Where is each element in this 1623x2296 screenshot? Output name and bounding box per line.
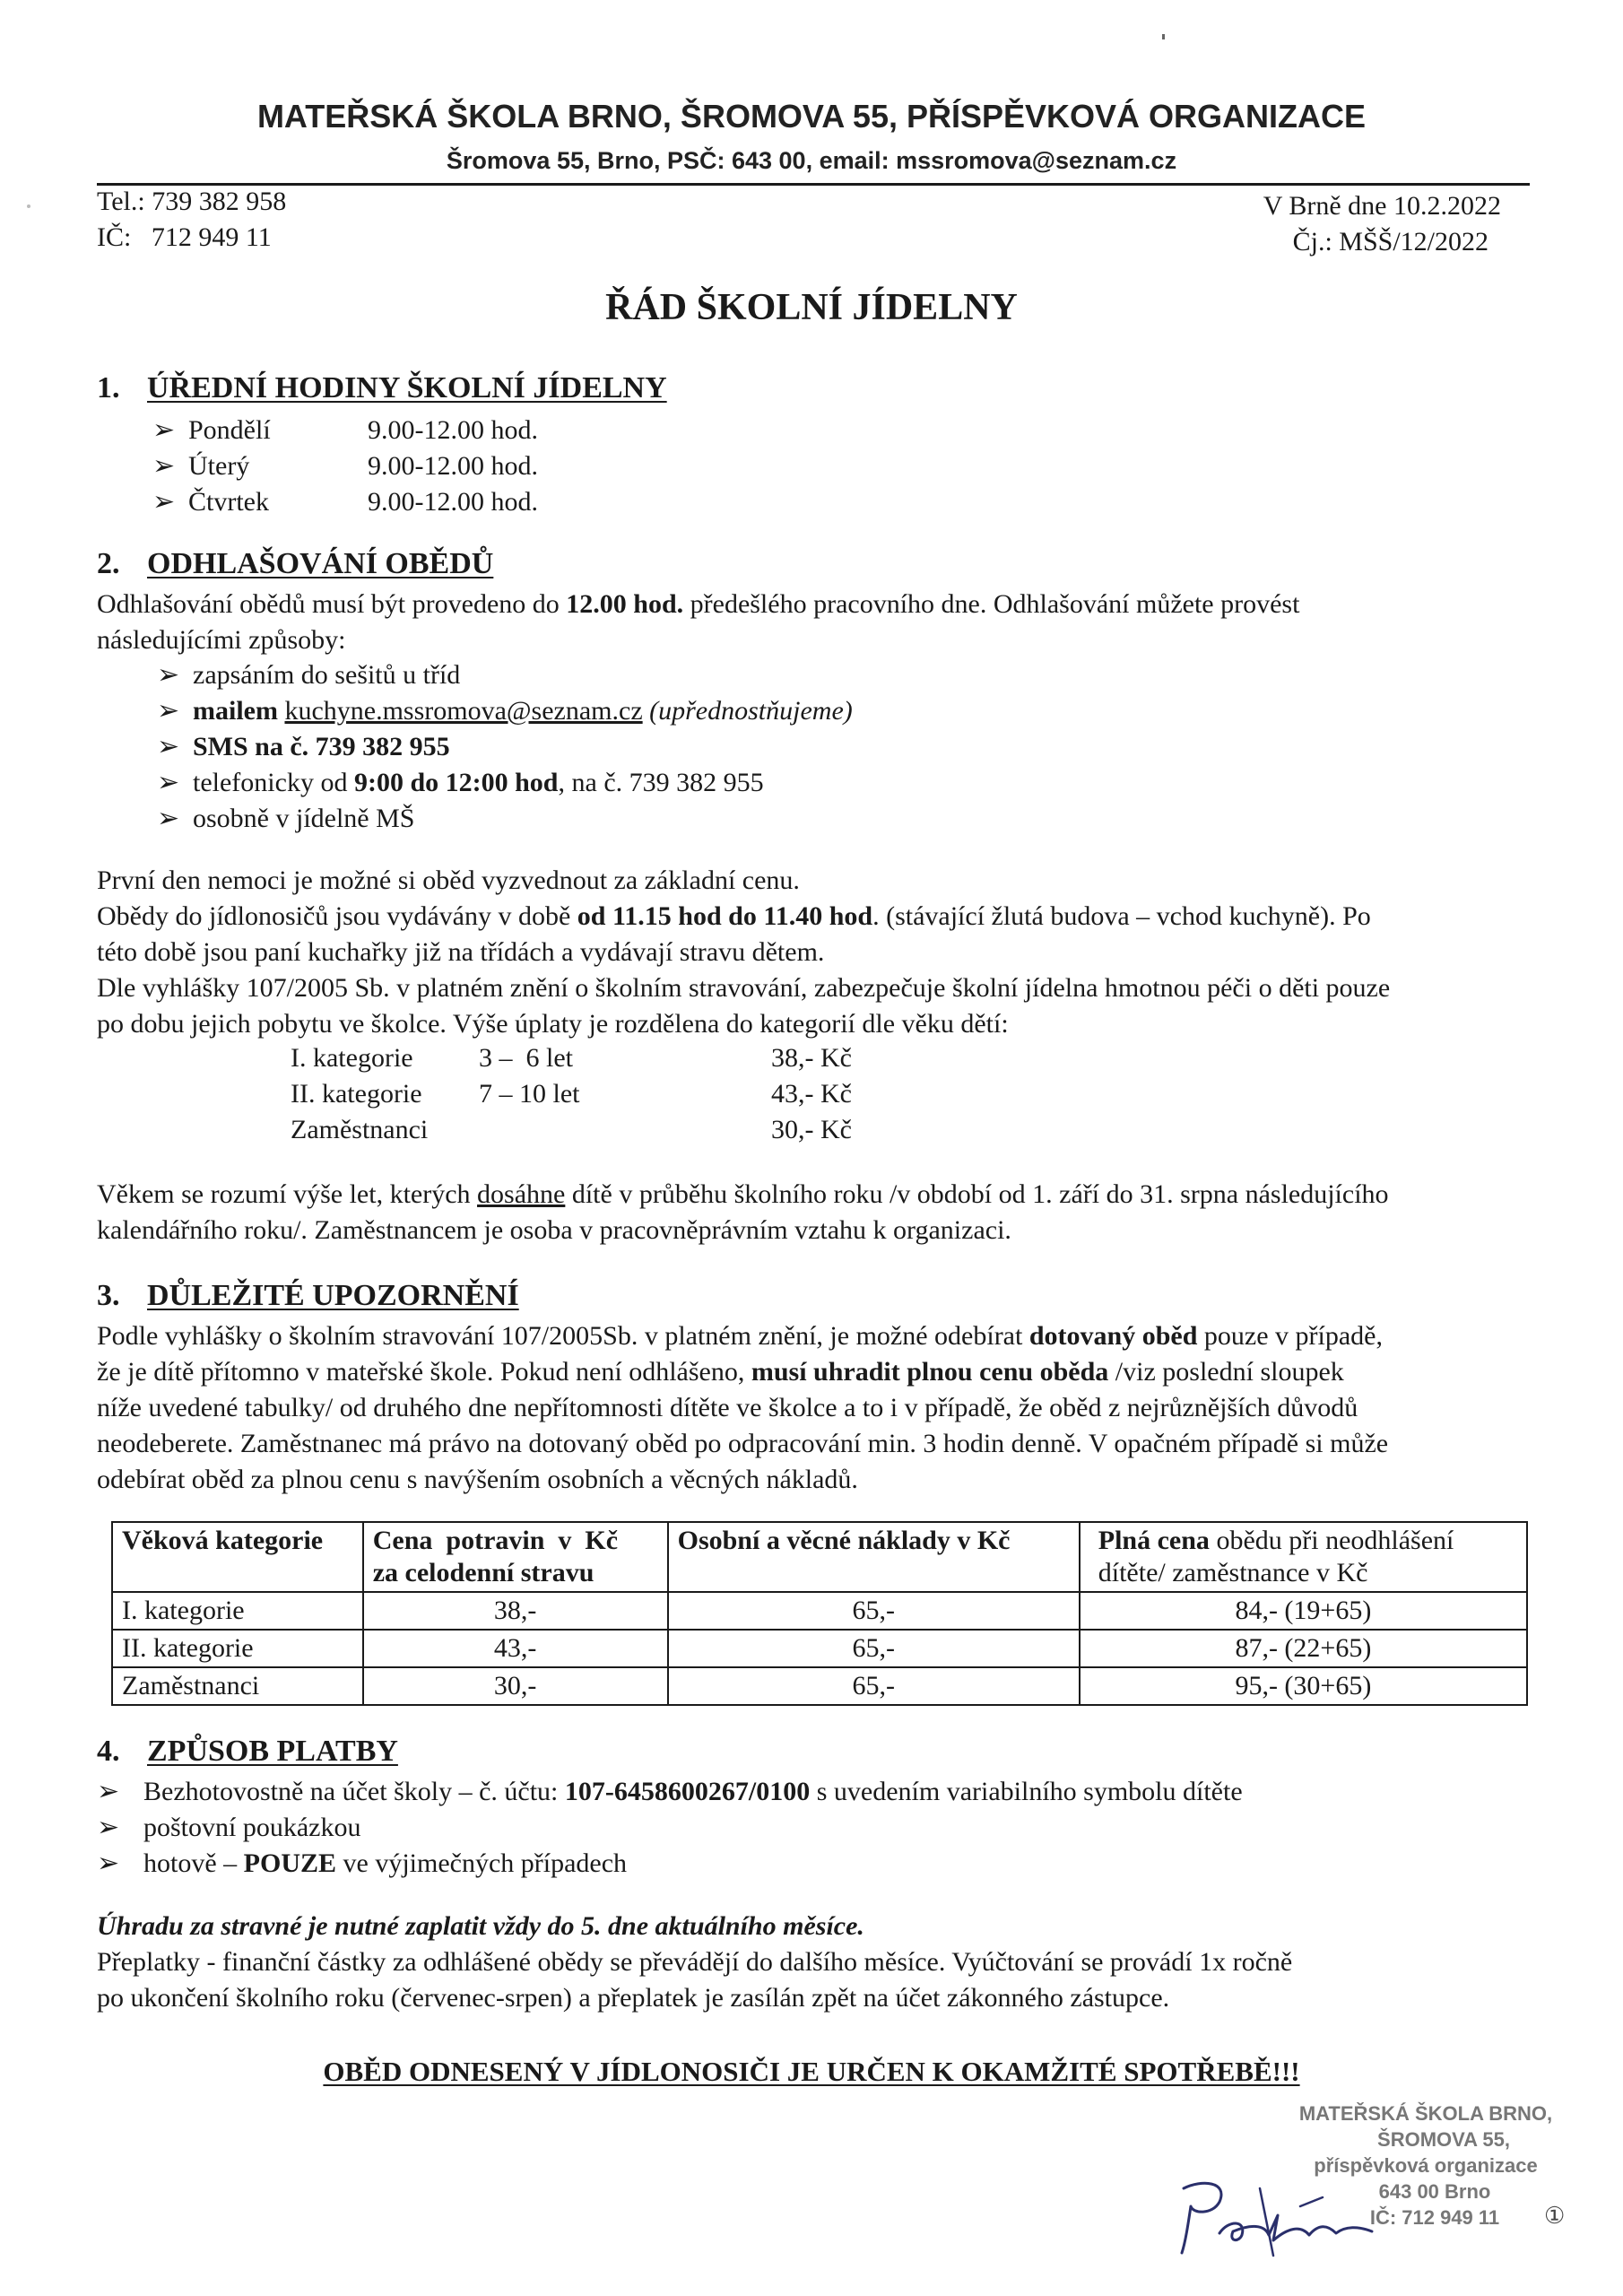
bullet-arrow-icon: ➢ (157, 804, 180, 833)
header-date: V Brně dne 10.2.2022 (1263, 191, 1501, 221)
section4-number: 4. (97, 1735, 120, 1768)
paragraph: Přeplatky - finanční částky za odhlášené obědy se převádějí do dalšího měsíce. Vyúčtování se provádí 1x ročně (97, 1947, 1293, 1977)
warning-notice: OBĚD ODNESENÝ V JÍDLONOSIČI JE URČEN K OKAMŽITÉ SPOTŘEBĚ!!! (323, 2056, 1300, 2087)
hours-time: 9.00-12.00 hod. (368, 415, 538, 445)
table-cell: 38,- (363, 1592, 668, 1630)
paragraph: že je dítě přítomno v mateřské škole. Pokud není odhlášeno, musí uhradit plnou cenu oběda /viz poslední sloupek (97, 1357, 1344, 1387)
paragraph: Dle vyhlášky 107/2005 Sb. v platném znění o školním stravování, zabezpečuje školní jídelna hmotnou péči o děti pouze (97, 973, 1391, 1003)
section2-number: 2. (97, 547, 120, 580)
paragraph: kalendářního roku/. Zaměstnancem je osoba v pracovněprávním vztahu k organizaci. (97, 1215, 1011, 1245)
hours-day: Čtvrtek (188, 487, 269, 517)
bullet-arrow-icon: ➢ (152, 487, 176, 517)
table-cell: I. kategorie (112, 1592, 363, 1630)
list-item: ➢ poštovní poukázkou (97, 1810, 1532, 1846)
bullet-arrow-icon: ➢ (97, 1777, 120, 1806)
hours-day: Úterý (188, 451, 250, 481)
header-tel: Tel.: 739 382 958 (97, 187, 287, 216)
email-link[interactable]: kuchyne.mssromova@seznam.cz (284, 696, 643, 726)
header-ic: IČ: 712 949 11 (97, 222, 272, 252)
paragraph: Obědy do jídlonosičů jsou vydávány v době od 11.15 hod do 11.40 hod. (stávající žlutá budova – vchod kuchyně). Po (97, 901, 1371, 931)
list-item: ➢ telefonicky od 9:00 do 12:00 hod, na č. 739 382 955 (157, 765, 1412, 801)
category-row: I. kategorie 3 – 6 let 38,- Kč (291, 1043, 852, 1073)
section4-body (97, 1909, 1532, 2016)
header-rule (97, 183, 1530, 186)
bullet-arrow-icon: ➢ (152, 415, 176, 445)
paragraph: První den nemoci je možné si oběd vyzvednout za základní cenu. (97, 865, 800, 895)
bullet-arrow-icon: ➢ (157, 732, 180, 761)
table-cell: 43,- (363, 1630, 668, 1667)
intro-line: následujícími způsoby: (97, 625, 346, 655)
paragraph: této době jsou paní kuchařky již na třídách a vydávají stravu dětem. (97, 937, 825, 967)
bullet-arrow-icon: ➢ (157, 768, 180, 797)
signature-image (1166, 2170, 1399, 2260)
bullet-arrow-icon: ➢ (157, 660, 180, 690)
table-cell: 65,- (668, 1667, 1080, 1705)
section3-number: 3. (97, 1279, 120, 1312)
hours-time: 9.00-12.00 hod. (368, 451, 538, 481)
section4-title: ZPŮSOB PLATBY (147, 1735, 398, 1768)
scan-dot (1162, 34, 1165, 39)
table-cell: 87,- (22+65) (1080, 1630, 1527, 1667)
scan-dot (27, 204, 30, 208)
paragraph: po dobu jejich pobytu ve školce. Výše úplaty je rozdělena do kategorií dle věku dětí: (97, 1009, 1009, 1039)
list-item: ➢ mailem kuchyne.mssromova@seznam.cz (upřednostňujeme) (157, 693, 1412, 729)
page-mark: ① (1544, 2203, 1566, 2229)
section2-age-note (97, 1177, 1532, 1248)
section2-title: ODHLAŠOVÁNÍ OBĚDŮ (147, 547, 494, 580)
list-item: ➢ SMS na č. 739 382 955 (157, 729, 1412, 765)
table-cell: 84,- (19+65) (1080, 1592, 1527, 1630)
hours-time: 9.00-12.00 hod. (368, 487, 538, 517)
list-item: ➢ Bezhotovostně na účet školy – č. účtu: 107-6458600267/0100 s uvedením variabilního symbolu dítěte (97, 1774, 1532, 1810)
table-header-cell: Osobní a věcné náklady v Kč (668, 1522, 1080, 1592)
section4-heading (97, 1733, 398, 1770)
school-stamp: MATEŘSKÁ ŠKOLA BRNO, ŠROMOVA 55, příspěvková organizace 643 00 Brno IČ: 712 949 11 (1298, 2102, 1553, 2229)
category-row: II. kategorie 7 – 10 let 43,- Kč (291, 1079, 852, 1109)
section1-heading (97, 370, 667, 407)
table-cell: 30,- (363, 1667, 668, 1705)
category-list (291, 1040, 1098, 1148)
paragraph: Podle vyhlášky o školním stravování 107/2005Sb. v platném znění, je možné odebírat dotovaný oběd pouze v případě, (97, 1321, 1383, 1351)
paragraph: neodeberete. Zaměstnanec má právo na dotovaný oběd po odpracování min. 3 hodin denně. V opačném případě si může (97, 1429, 1389, 1458)
table-header-cell: Cena potravin v Kč za celodenní stravu (363, 1522, 668, 1592)
payment-methods-list (97, 1774, 1532, 1882)
section2-body (97, 863, 1532, 1042)
table-cell: II. kategorie (112, 1630, 363, 1667)
table-header-cell: Plná cena obědu při neodhlášení dítěte/ zaměstnance v Kč (1080, 1522, 1527, 1592)
hours-row (152, 448, 690, 484)
hours-row (152, 484, 690, 520)
paragraph: po ukončení školního roku (červenec-srpen) a přeplatek je zasílán zpět na účet zákonného zástupce. (97, 1983, 1170, 2013)
section3-title: DŮLEŽITÉ UPOZORNĚNÍ (147, 1279, 519, 1312)
section1-title: ÚŘEDNÍ HODINY ŠKOLNÍ JÍDELNY (147, 371, 667, 404)
section3-heading (97, 1277, 519, 1315)
org-name: MATEŘSKÁ ŠKOLA BRNO, ŠROMOVA 55, PŘÍSPĚVKOVÁ ORGANIZACE (256, 98, 1367, 135)
paragraph: odebírat oběd za plnou cenu s navýšením osobních a věcných nákladů. (97, 1465, 858, 1494)
bullet-arrow-icon: ➢ (152, 451, 176, 481)
table-cell: Zaměstnanci (112, 1667, 363, 1705)
intro-line: Odhlašování obědů musí být provedeno do 12.00 hod. předešlého pracovního dne. Odhlašování můžete provést (97, 589, 1300, 619)
table-header-cell: Věková kategorie (112, 1522, 363, 1592)
section3-body (97, 1318, 1532, 1498)
table-cell: 65,- (668, 1592, 1080, 1630)
bullet-arrow-icon: ➢ (157, 696, 180, 726)
section2-intro (97, 587, 1532, 658)
list-item: ➢ hotově – POUZE ve výjimečných případech (97, 1846, 1532, 1882)
page-title: ŘÁD ŠKOLNÍ JÍDELNY (605, 287, 1018, 328)
table-row (112, 1630, 1527, 1667)
cancel-ways-list (157, 657, 1412, 837)
table-row (112, 1667, 1527, 1705)
hours-list (152, 413, 690, 520)
section1-number: 1. (97, 371, 120, 404)
org-address: Šromova 55, Brno, PSČ: 643 00, email: mssromova@seznam.cz (446, 147, 1177, 174)
bullet-arrow-icon: ➢ (97, 1848, 120, 1878)
payment-deadline: Úhradu za stravné je nutné zaplatit vždy do 5. dne aktuálního měsíce. (97, 1911, 864, 1941)
section2-heading (97, 545, 493, 583)
hours-row (152, 413, 690, 448)
price-table (111, 1521, 1528, 1706)
list-item: ➢ zapsáním do sešitů u tříd (157, 657, 1412, 693)
table-cell: 95,- (30+65) (1080, 1667, 1527, 1705)
header-cj: Čj.: MŠŠ/12/2022 (1292, 227, 1488, 257)
bullet-arrow-icon: ➢ (97, 1813, 120, 1842)
list-item: ➢ osobně v jídelně MŠ (157, 801, 1412, 837)
table-row (112, 1592, 1527, 1630)
paragraph: níže uvedené tabulky/ od druhého dne nepřítomnosti dítěte ve školce a to i v případě, že oběd z nejrůznějších důvodů (97, 1393, 1358, 1422)
category-row: Zaměstnanci 30,- Kč (291, 1115, 852, 1144)
paragraph: Věkem se rozumí výše let, kterých dosáhne dítě v průběhu školního roku /v období od 1. září do 31. srpna následujícího (97, 1179, 1389, 1209)
table-cell: 65,- (668, 1630, 1080, 1667)
table-header-row (112, 1522, 1527, 1592)
hours-day: Pondělí (188, 415, 271, 445)
